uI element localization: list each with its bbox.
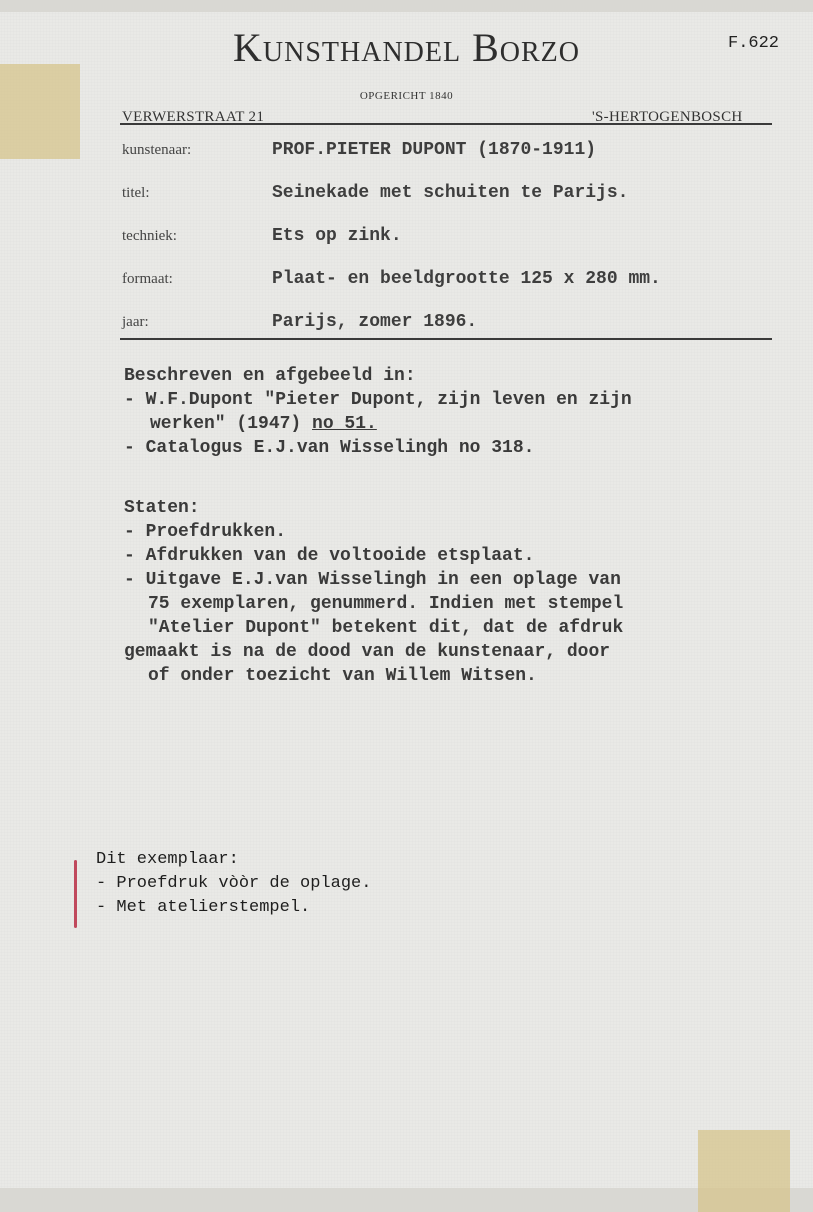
states-line: gemaakt is na de dood van de kunstenaar, door bbox=[124, 642, 611, 662]
described-heading: Beschreven en afgebeeld in: bbox=[124, 366, 416, 386]
copy-heading: Dit exemplaar: bbox=[96, 850, 239, 869]
red-margin-mark bbox=[74, 860, 77, 928]
states-line: "Atelier Dupont" betekent dit, dat de afdruk bbox=[148, 618, 624, 638]
states-line: - Afdrukken van de voltooide etsplaat. bbox=[124, 546, 535, 566]
described-number: no 51. bbox=[312, 414, 377, 434]
states-line: - Proefdrukken. bbox=[124, 522, 287, 542]
field-label-format: formaat: bbox=[122, 271, 173, 287]
tape-top-left bbox=[0, 64, 80, 159]
address-city: 'S-HERTOGENBOSCH bbox=[592, 109, 743, 125]
described-line bbox=[150, 412, 377, 436]
described-line: - W.F.Dupont "Pieter Dupont, zijn leven en zijn bbox=[124, 390, 632, 410]
field-value-artist: PROF.PIETER DUPONT (1870-1911) bbox=[272, 140, 597, 160]
states-line: of onder toezicht van Willem Witsen. bbox=[148, 666, 537, 686]
document-sheet bbox=[0, 12, 813, 1188]
copy-line: - Met atelierstempel. bbox=[96, 898, 311, 917]
field-value-title: Seinekade met schuiten te Parijs. bbox=[272, 183, 629, 203]
address-street: VERWERSTRAAT 21 bbox=[122, 109, 265, 125]
header-rule bbox=[120, 123, 772, 125]
states-line: 75 exemplaren, genummerd. Indien met stempel bbox=[148, 594, 624, 614]
field-value-year: Parijs, zomer 1896. bbox=[272, 312, 478, 332]
field-value-format: Plaat- en beeldgrootte 125 x 280 mm. bbox=[272, 269, 661, 289]
copy-line: - Proefdruk vòòr de oplage. bbox=[96, 874, 372, 893]
field-value-technique: Ets op zink. bbox=[272, 226, 402, 246]
company-name: Kunsthandel Borzo bbox=[233, 25, 580, 70]
field-label-artist: kunstenaar: bbox=[122, 142, 192, 158]
fields-rule bbox=[120, 338, 772, 340]
described-text: werken" (1947) bbox=[150, 414, 313, 434]
field-label-title: titel: bbox=[122, 185, 150, 201]
states-heading: Staten: bbox=[124, 498, 200, 518]
field-label-year: jaar: bbox=[122, 314, 149, 330]
states-line: - Uitgave E.J.van Wisselingh in een oplage van bbox=[124, 570, 621, 590]
reference-number: F.622 bbox=[728, 34, 780, 53]
field-label-technique: techniek: bbox=[122, 228, 177, 244]
described-line: - Catalogus E.J.van Wisselingh no 318. bbox=[124, 438, 535, 458]
founded-line: OPGERICHT 1840 bbox=[359, 90, 454, 102]
